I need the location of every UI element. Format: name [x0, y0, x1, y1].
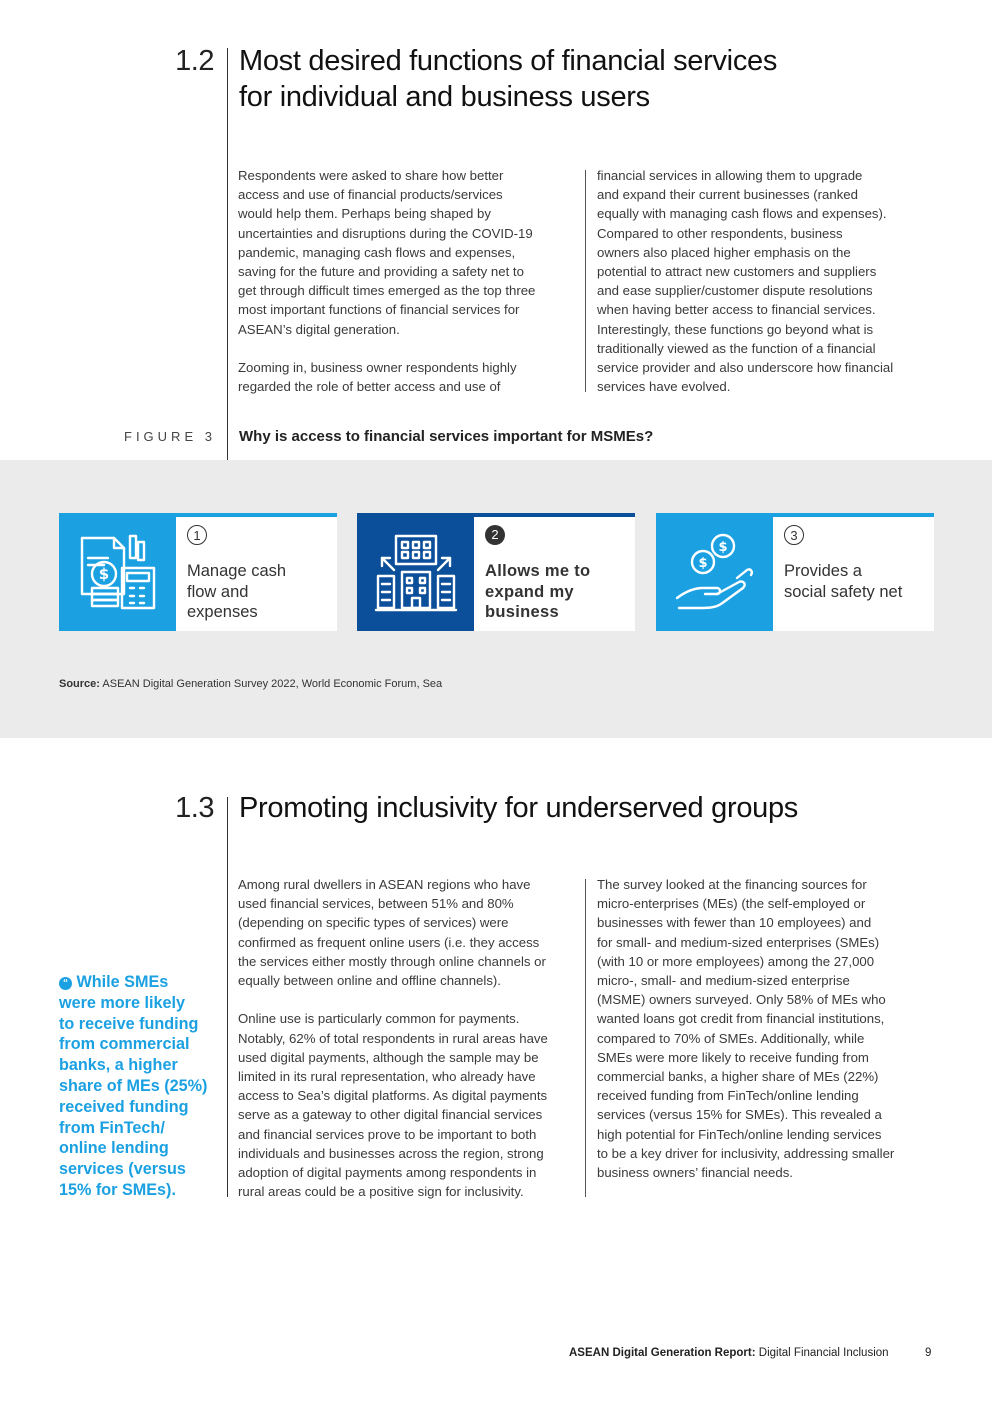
- section-number: 1.3: [175, 792, 214, 824]
- section-title: Promoting inclusivity for underserved groups: [239, 792, 799, 824]
- page-number: 9: [925, 1347, 932, 1359]
- card-label: Provides a social safety net: [784, 562, 903, 601]
- card-label: Manage cash flow and expenses: [187, 562, 287, 621]
- figure-card-2: [357, 513, 635, 631]
- section-1-2-column-1: Respondents were asked to share how better access and use of financial products/services would help them. Perhaps being shaped by uncertainties and disruptions during the COVID-19 pandemic, managing cash flows and expenses, saving for the future and providing a safety net to get through difficult times emerged as the top three most important functions of financial services for ASEAN’s digital generation. Zooming in, business owner respondents highly regarded the role of better access and use of: [238, 168, 536, 395]
- figure-card-1: [59, 513, 337, 631]
- section-1-3-column-1: Among rural dwellers in ASEAN regions who have used financial services, between 51% and 80% (depending on specific types of services) were confirmed as frequent online users (i.e. they access the services either mostly through online channels or equally between online and offline channels). Online use is particularly common for payments. Notably, 62% of total respondents in rural areas have used digital payments, although the sample may be limited in its rural representation, who already have access to Sea’s digital platforms. As digital payments serve as a gateway to other digital financial services and financial services prove to be important to both individuals and businesses across the region, strong adoption of digital payments among respondents in rural areas could be a positive sign for inclusivity.: [238, 877, 548, 1200]
- pull-quote: “ While SMEs were more likely to receive funding from commercial banks, a higher share of MEs (25%) received funding from FinTech/ online lending services (versus 15% for SMEs).: [59, 973, 208, 1199]
- section-title: Most desired functions of financial services for individual and business users: [239, 45, 778, 113]
- figure-title: Why is access to financial services important for MSMEs?: [239, 428, 654, 445]
- section-1-2-column-2: financial services in allowing them to upgrade and expand their current businesses (ranked equally with managing cash flows and expenses). Compared to other respondents, business owners also placed higher emphasis on the potential to attract new customers and suppliers and ease supplier/customer dispute resolutions when having better access to financial services. Interestingly, these functions go beyond what is traditionally viewed as the function of a financial service provider and also underscore how financial services have evolved.: [597, 168, 894, 395]
- svg-text:$: $: [717, 540, 728, 555]
- svg-text:$: $: [697, 556, 708, 571]
- section-1-3-column-2: The survey looked at the financing sources for micro-enterprises (MEs) (the self-employed or businesses with fewer than 10 employees) and for small- and medium-sized enterprises (SMEs) (with 10 or more employees) among the 27,000 micro-, small- and medium-sized enterprise (MSME) owners surveyed. Only 58% of MEs who wanted loans got credit from financial institutions, compared to 70% of SMEs. Additionally, while SMEs were more likely to receive funding from commercial banks, a higher share of MEs (22%) received funding from FinTech/online lending services (versus 15% for SMEs). This revealed a high potential for FinTech/online lending services to be a key driver for inclusivity, addressing smaller business owners’ financial needs.: [597, 877, 895, 1181]
- card-number-badge: 2: [485, 525, 505, 545]
- figure-label: FIGURE 3: [124, 429, 216, 444]
- column-divider: [585, 170, 586, 392]
- card-number-badge: 3: [784, 525, 804, 545]
- cash-flow-icon: [59, 513, 176, 631]
- figure-card-3: [656, 513, 934, 631]
- svg-text:$: $: [98, 565, 109, 583]
- page-footer: ASEAN Digital Generation Report: Digital Financial Inclusion: [569, 1347, 889, 1359]
- business-expand-icon: [357, 513, 474, 631]
- figure-source: Source: ASEAN Digital Generation Survey 2022, World Economic Forum, Sea: [59, 678, 443, 690]
- section-number: 1.2: [175, 45, 214, 77]
- card-number-badge: 1: [187, 525, 207, 545]
- quote-icon: “: [59, 977, 72, 990]
- section-divider-line: [227, 48, 228, 460]
- card-label: Allows me to expand my business: [485, 562, 591, 621]
- safety-net-icon: [656, 513, 773, 631]
- column-divider: [585, 879, 586, 1197]
